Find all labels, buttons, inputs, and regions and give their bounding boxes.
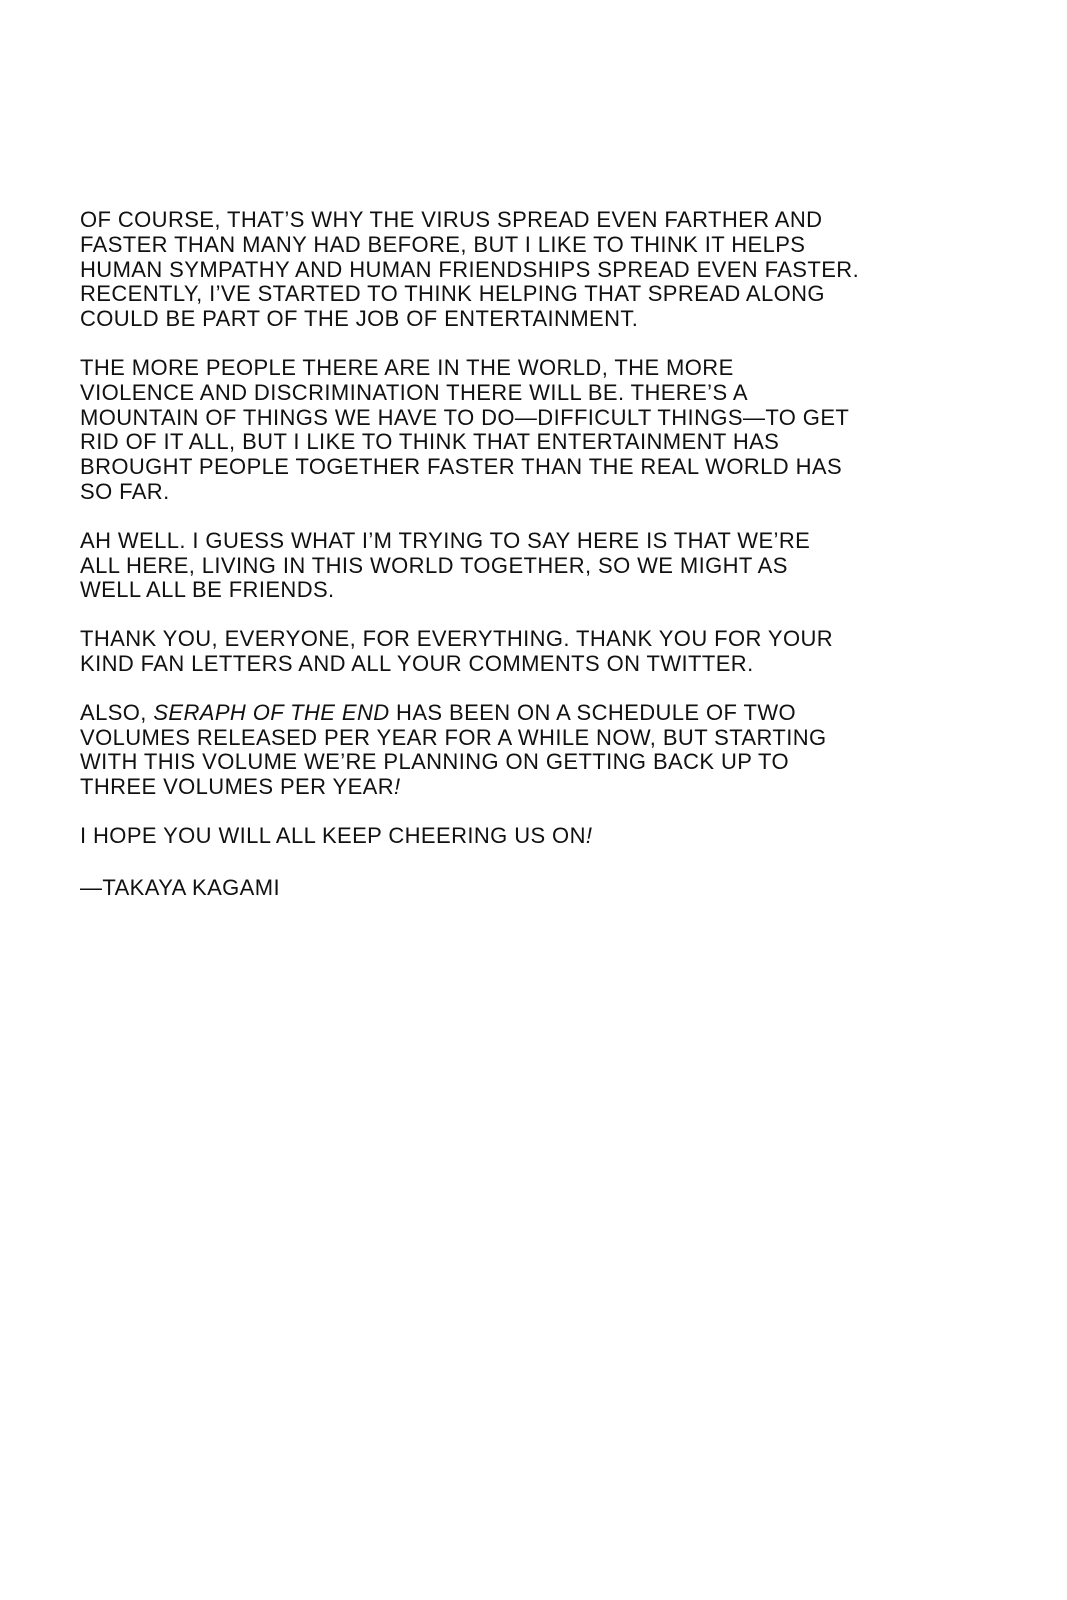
text-line	[80, 775, 980, 800]
paragraph-world	[80, 356, 980, 505]
paragraph-schedule	[80, 701, 980, 800]
text-line: FASTER THAN MANY HAD BEFORE, BUT I LIKE TO THINK IT HELPS	[80, 231, 806, 257]
afterword-text	[80, 208, 980, 925]
paragraph-cheering	[80, 824, 980, 849]
text-line: BROUGHT PEOPLE TOGETHER FASTER THAN THE REAL WORLD HAS	[80, 454, 843, 480]
text-line: OF COURSE, THAT’S WHY THE VIRUS SPREAD EVEN FARTHER AND	[80, 207, 823, 232]
text-line: WITH THIS VOLUME WE’RE PLANNING ON GETTING BACK UP TO	[80, 749, 790, 775]
text-line: COULD BE PART OF THE JOB OF ENTERTAINMENT.	[80, 306, 639, 332]
text-line: RECENTLY, I’VE STARTED TO THINK HELPING THAT SPREAD ALONG	[80, 281, 825, 307]
text-line: THE MORE PEOPLE THERE ARE IN THE WORLD, THE MORE	[80, 354, 734, 380]
text-segment: HAS BEEN ON A SCHEDULE OF TWO	[389, 699, 796, 725]
text-line: MOUNTAIN OF THINGS WE HAVE TO DO—DIFFICULT THINGS—TO GET	[80, 404, 850, 430]
series-title: SERAPH OF THE END	[153, 699, 390, 725]
paragraph-entertainment	[80, 208, 980, 332]
author-signature: —TAKAYA KAGAMI	[80, 874, 280, 900]
text-line: WELL ALL BE FRIENDS.	[80, 577, 335, 603]
text-line: KIND FAN LETTERS AND ALL YOUR COMMENTS ON TWITTER.	[80, 650, 754, 676]
text-line: AH WELL. I GUESS WHAT I’M TRYING TO SAY HERE IS THAT WE’RE	[80, 527, 811, 553]
text-line	[80, 701, 980, 726]
text-line: VOLUMES RELEASED PER YEAR FOR A WHILE NOW, BUT STARTING	[80, 724, 827, 750]
text-segment: THREE VOLUMES PER YEAR	[80, 774, 395, 800]
text-segment: ALSO,	[80, 699, 154, 725]
text-line: RID OF IT ALL, BUT I LIKE TO THINK THAT ENTERTAINMENT HAS	[80, 429, 780, 455]
text-line: SO FAR.	[80, 478, 170, 504]
paragraph-thanks	[80, 627, 980, 677]
text-line: ALL HERE, LIVING IN THIS WORLD TOGETHER, SO WE MIGHT AS	[80, 552, 788, 578]
text-segment: I HOPE YOU WILL ALL KEEP CHEERING US ON	[80, 822, 586, 848]
text-line: VIOLENCE AND DISCRIMINATION THERE WILL BE. THERE’S A	[80, 379, 748, 405]
emphasis-mark: !	[394, 774, 401, 800]
text-line: HUMAN SYMPATHY AND HUMAN FRIENDSHIPS SPREAD EVEN FASTER.	[80, 256, 860, 282]
emphasis-mark: !	[585, 822, 593, 848]
text-line	[80, 824, 980, 849]
paragraph-friends	[80, 529, 980, 603]
signature	[80, 876, 980, 901]
text-line: THANK YOU, EVERYONE, FOR EVERYTHING. THANK YOU FOR YOUR	[80, 626, 834, 652]
